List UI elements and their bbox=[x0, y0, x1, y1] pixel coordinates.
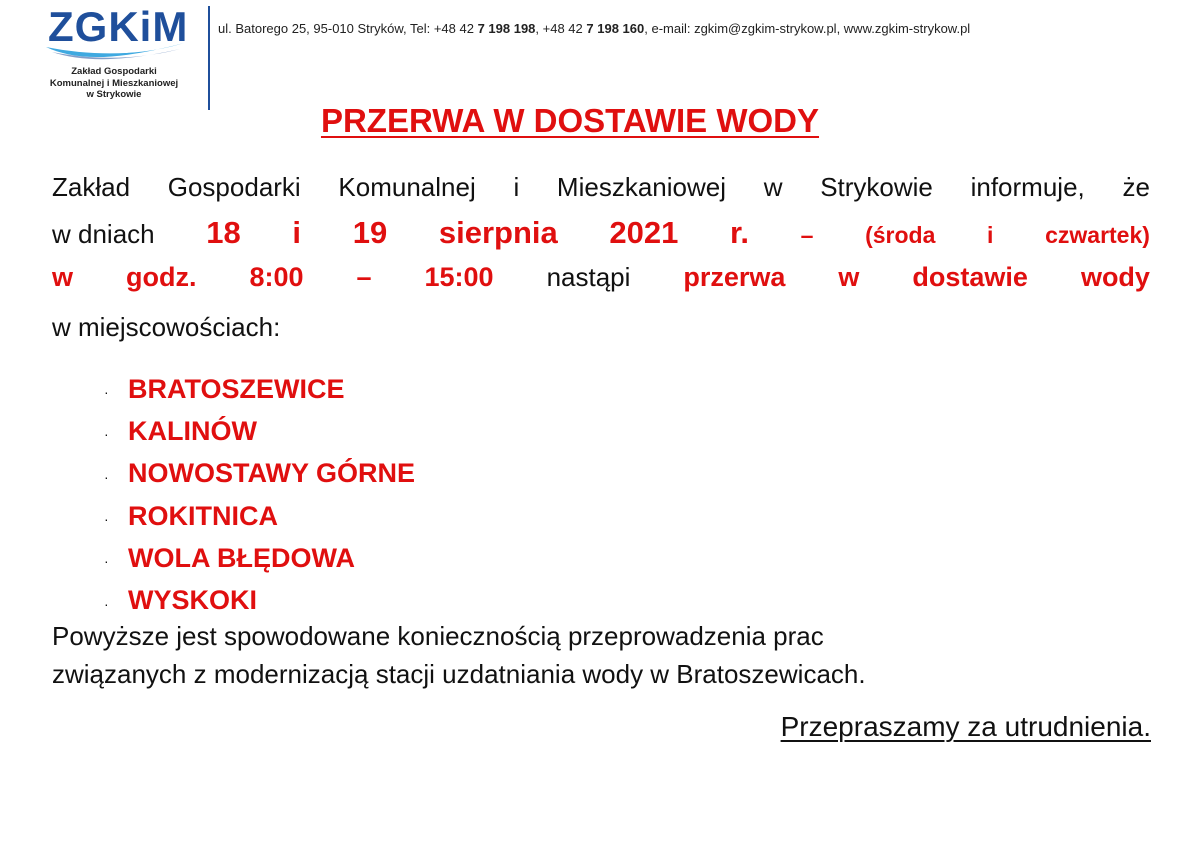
date-word: r. bbox=[730, 215, 749, 250]
event-word: przerwa bbox=[683, 262, 786, 292]
date-word: 19 bbox=[352, 215, 388, 250]
logo bbox=[38, 3, 198, 106]
bullet-icon: · bbox=[104, 511, 109, 528]
place-name: KALINÓW bbox=[128, 415, 257, 446]
list-item bbox=[104, 410, 415, 452]
reason-line-1: Powyższe jest spowodowane koniecznością przeprowadzenia prac bbox=[52, 621, 824, 651]
date-word: 2021 bbox=[609, 215, 679, 250]
lead-text: w dniach bbox=[52, 219, 155, 249]
bullet-icon: · bbox=[104, 553, 109, 570]
event-word: dostawie bbox=[912, 262, 1028, 292]
place-name: WYSKOKI bbox=[128, 585, 258, 616]
hours-word: 15:00 bbox=[424, 262, 494, 292]
contact-phone-2: 7 198 160 bbox=[586, 21, 645, 36]
event-word: w bbox=[838, 262, 860, 292]
bullet-icon: · bbox=[104, 595, 109, 612]
day-word: i bbox=[987, 222, 994, 248]
logo-subtitle-line: w Strykowie bbox=[86, 89, 142, 100]
date-word: i bbox=[292, 215, 302, 250]
header-divider bbox=[208, 6, 210, 110]
logo-wordmark: ZGKiM bbox=[48, 3, 189, 50]
logo-subtitle-line: Komunalnej i Mieszkaniowej bbox=[49, 77, 179, 89]
reason-line-2: związanych z modernizacją stacji uzdatniania wody w Bratoszewicach. bbox=[52, 659, 866, 689]
word: w bbox=[763, 172, 783, 202]
word: Zakład bbox=[52, 172, 131, 202]
wave-icon bbox=[46, 39, 186, 61]
place-name: ROKITNICA bbox=[128, 500, 278, 531]
contact-info bbox=[218, 21, 970, 36]
intro-line-1 bbox=[52, 172, 1150, 203]
hours-word: godz. bbox=[126, 262, 197, 292]
contact-address: ul. Batorego 25, 95-010 Stryków, Tel: +48 42 bbox=[218, 21, 478, 36]
notice-title: PRZERWA W DOSTAWIE WODY bbox=[320, 102, 820, 139]
word: Gospodarki bbox=[167, 172, 301, 202]
word: Mieszkaniowej bbox=[556, 172, 726, 202]
word: Komunalnej bbox=[338, 172, 476, 202]
date-word: 18 bbox=[206, 215, 241, 250]
affected-places-list bbox=[104, 368, 415, 622]
list-item bbox=[104, 453, 415, 495]
logo-subtitle bbox=[38, 66, 190, 101]
intro-line-2-dates bbox=[52, 215, 1150, 251]
contact-separator: , +48 42 bbox=[535, 21, 587, 36]
day-word: czwartek) bbox=[1045, 222, 1150, 248]
day-word: (środa bbox=[865, 222, 936, 248]
word: że bbox=[1122, 172, 1150, 202]
intro-line-4: w miejscowościach: bbox=[52, 312, 281, 342]
day-word: – bbox=[800, 222, 814, 248]
hours-word: 8:00 bbox=[249, 262, 304, 292]
date-word: sierpnia bbox=[438, 215, 558, 250]
place-name: BRATOSZEWICE bbox=[128, 373, 345, 404]
verb-word: nastąpi bbox=[546, 262, 631, 292]
list-item bbox=[104, 368, 415, 410]
bullet-icon: · bbox=[104, 468, 109, 485]
list-item bbox=[104, 537, 415, 579]
hours-word: w bbox=[52, 262, 74, 292]
place-name: NOWOSTAWY GÓRNE bbox=[128, 458, 416, 489]
apology-text: Przepraszamy za utrudnienia. bbox=[780, 711, 1151, 742]
place-name: WOLA BŁĘDOWA bbox=[128, 542, 355, 573]
hours-word: – bbox=[356, 262, 372, 292]
contact-phone-1: 7 198 198 bbox=[477, 21, 536, 36]
list-item bbox=[104, 495, 415, 537]
word: i bbox=[513, 172, 520, 202]
contact-email-www: , e-mail: zgkim@zgkim-strykow.pl, www.zgkim-strykow.pl bbox=[644, 21, 971, 36]
list-item bbox=[104, 579, 415, 621]
event-word: wody bbox=[1080, 262, 1150, 292]
intro-line-3-hours bbox=[52, 262, 1150, 293]
bullet-icon: · bbox=[104, 384, 109, 401]
word: Strykowie bbox=[820, 172, 933, 202]
word: informuje, bbox=[970, 172, 1085, 202]
logo-subtitle-line: Zakład Gospodarki bbox=[71, 66, 157, 77]
bullet-icon: · bbox=[104, 426, 109, 443]
